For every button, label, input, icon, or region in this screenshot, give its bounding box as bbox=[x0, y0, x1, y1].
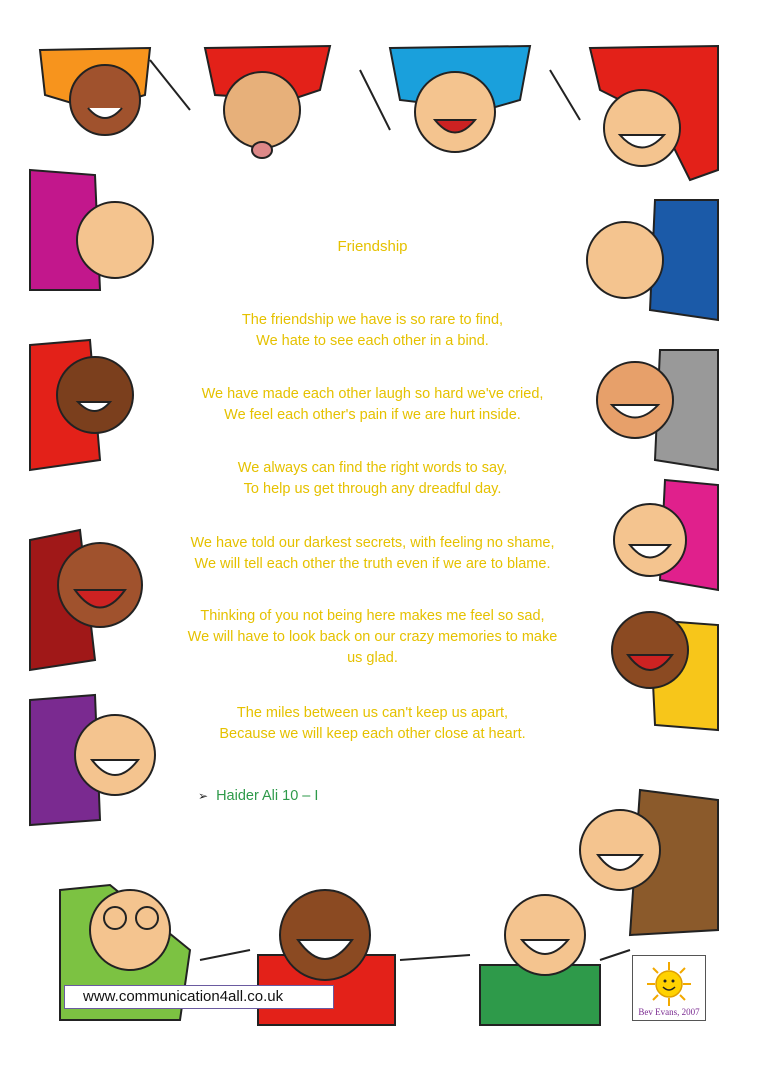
poem-stanza bbox=[170, 384, 575, 426]
poem-line: We will have to look back on our crazy memories to make bbox=[187, 629, 558, 645]
poem-stanza bbox=[170, 606, 575, 669]
poem-line: us glad. bbox=[347, 650, 398, 666]
top-border-children bbox=[40, 46, 718, 180]
smiling-sun-icon bbox=[633, 956, 705, 1020]
right-border-children bbox=[580, 200, 718, 935]
author-name: Haider Ali 10 – I bbox=[216, 788, 319, 804]
poem-line: Thinking of you not being here makes me feel so sad, bbox=[200, 608, 545, 624]
poem-line: We have made each other laugh so hard we've cried, bbox=[201, 386, 544, 402]
poem-line: We feel each other's pain if we are hurt inside. bbox=[224, 407, 521, 423]
author-credit bbox=[198, 788, 318, 804]
poem-line: The friendship we have is so rare to find, bbox=[241, 312, 504, 328]
bev-evans-logo bbox=[632, 955, 706, 1021]
poem-line: To help us get through any dreadful day. bbox=[243, 481, 502, 497]
poem-stanza bbox=[170, 310, 575, 352]
poem-title: Friendship bbox=[337, 238, 408, 255]
left-border-children bbox=[30, 170, 155, 825]
arrow-bullet-icon: ➢ bbox=[198, 789, 209, 803]
poem-line: Because we will keep each other close at heart. bbox=[219, 726, 526, 742]
poem-line: We will tell each other the truth even if we are to blame. bbox=[194, 556, 551, 572]
poem-stanza bbox=[170, 533, 575, 575]
website-url: www.communication4all.co.uk bbox=[64, 985, 334, 1009]
poem-line: We hate to see each other in a bind. bbox=[256, 333, 489, 349]
poem-line: We always can find the right words to say, bbox=[237, 460, 508, 476]
logo-signature: Bev Evans, 2007 bbox=[638, 1007, 700, 1017]
poem-line: We have told our darkest secrets, with feeling no shame, bbox=[190, 535, 555, 551]
poem-line: The miles between us can't keep us apart, bbox=[236, 705, 509, 721]
poem-stanza bbox=[170, 703, 575, 745]
poem-stanza bbox=[170, 458, 575, 500]
